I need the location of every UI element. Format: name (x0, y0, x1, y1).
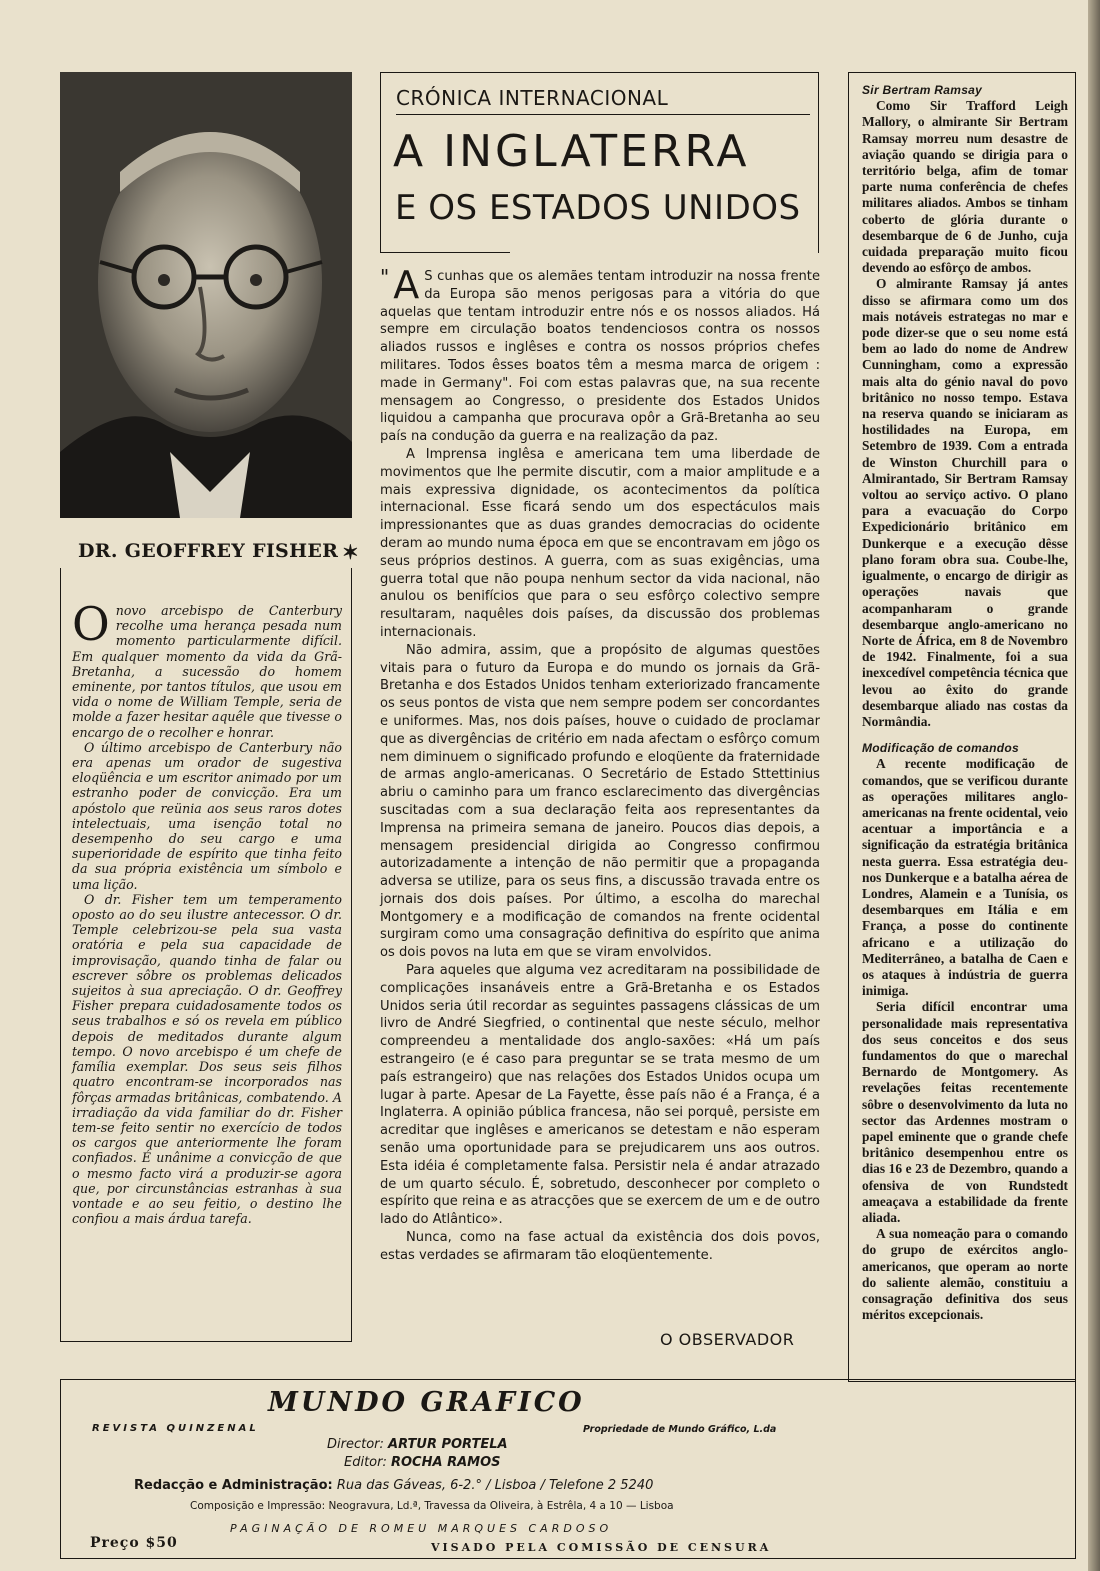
opening-quote: " (380, 265, 390, 289)
section-kicker: CRÓNICA INTERNACIONAL (396, 86, 669, 110)
right-paragraph: Seria difícil encontrar uma personalidade mais representativa dos seus conceitos e dos seus fundamentos do que o marechal Bernardo de Montgomery. As revelações feitas recentemente sôbre o desenvolvimento da luta no sector das Ardennes mostram o papel eminente que o grande chefe britânico desempenhou entre os dias 16 e 23 de Dezembro, quando a ofensiva de von Rundstedt ameaçava a estabilidade da frente aliada. (862, 999, 1068, 1226)
right-column (862, 82, 1068, 1323)
main-article (380, 263, 820, 1265)
article-paragraph: Não admira, assim, que a propósito de algumas questões vitais para o futuro da Europa e do mundo os jornais da Grã-Bretanha e dos Estados Unidos tenham exteriorizado francamente os seus pontos de vista que nem sempre podem ser concordantes e uniformes. Mas, nos dois países, houve o cuidado de proclamar que as divergências de critério em nada afectam o esfôrço comum nem diminuem o significado profundo e eloqüente da fraternidade de armas anglo-americanas. O Secretário de Estado Sttettinius abriu o caminho para um franco esclarecimento das divergências suscitadas com a sua declaração feita aos representantes da Imprensa na primeira semana de janeiro. Poucos dias depois, a mensagem presidencial dirigida ao Congresso confirmou autorizadamente a intenção de não permitir que a propaganda adversa se utilize, para os seus fins, a discussão travada entre os jornais dos dois países. Por último, a escolha do marechal Montgomery e a modificação de comandos na frente ocidental surgiram como uma consagração definitiva do espírito que anima os dois povos na luta em que se viram envolvidos. (380, 642, 820, 961)
left-paragraph: O dr. Fisher tem um temperamento oposto ao do seu ilustre antecessor. O dr. Temple celebrizou-se pela sua vasta oratória e pela sua capacidade de improvisação, quando tinha de falar ou escrever sôbre os problemas delicados sujeitos à sua apreciação. O dr. Geoffrey Fisher prepara cuidadosamente todos os seus trabalhos e só os revela em público depois de meditados durante algum tempo. O novo arcebispo é um chefe de família exemplar. Dos seus seis filhos quatro encontram-se incorporados nas fôrças armadas britânicas, combatendo. A irradiação da vida familiar do dr. Fisher tem-se feito sentir no exercício de todos os cargos que anteriormente lhe foram confiados. É unânime a convicção de que o mesmo facto virá a produzir-se agora que, por circunstâncias estranhas à sua vontade e ao seu feitio, o destino lhe confiou a mais árdua tarefa. (72, 891, 342, 1227)
headline-line-2: E OS ESTADOS UNIDOS (395, 188, 801, 228)
left-paragraph: Onovo arcebispo de Canterbury recolhe uma herança pesada num momento particularmente difícil. Em qualquer momento da vida da Grã-Bretanha, a sucessão do homem eminente, por tantos títulos, que usou em vida o nome de William Temple, seria de molde a fazer hesitar aquêle que tivesse o encargo de o recolher e honrar. (72, 597, 342, 740)
masthead-printer: Composição e Impressão: Neogravura, Ld.ª, Travessa da Oliveira, à Estrêla, 4 a 10 — Lisboa (190, 1500, 674, 1512)
article-paragraph: " A S cunhas que os alemães tentam introduzir na nossa frente da Europa são menos perigosas para a vitória do que aquelas que tentam introduzir entre nós e os nossos aliados. Há sempre em circulação boatos tendenciosos contra os nossos aliados russos e inglêses e contra os nossos próprios chefes militares. Todos êsses boatos têm a mesma marca de origem : made in Germany". Foi com estas palavras que, na sua recente mensagem ao Congresso, o presidente dos Estados Unidos liquidou a campanha que procurava opôr a Grã-Bretanha ao seu país na condução da guerra e na realização da paz. (380, 263, 820, 445)
editor-name: ROCHA RAMOS (391, 1455, 501, 1470)
portrait-photo (60, 72, 352, 518)
left-dropcap: O (72, 597, 110, 651)
masthead-address: Redacção e Administração: Rua das Gáveas, 6-2.° / Lisboa / Telefone 2 5240 (134, 1478, 654, 1493)
photo-caption (78, 540, 368, 562)
article-dropcap: A (393, 263, 420, 307)
masthead-subtitle: REVISTA QUINZENAL (92, 1423, 259, 1434)
masthead-ownership: Propriedade de Mundo Gráfico, L.da (583, 1424, 777, 1435)
article-signature: O OBSERVADOR (660, 1330, 795, 1349)
article-paragraph: Nunca, como na fase actual da existência dos dois povos, estas verdades se afirmaram tão eloqüentemente. (380, 1230, 820, 1263)
kicker-divider (396, 114, 810, 115)
masthead-director: Director: ARTUR PORTELA (327, 1437, 508, 1452)
right-paragraph: A recente modificação de comandos, que se verificou durante as operações militares anglo-americanas na frente ocidental, veio acentuar a importância e a significação da estratégia britânica nesta guerra. Essa estratégia deu-nos Dunkerque e a batalha aérea de Londres, Alamein e a Tunísia, os desembarques em Itália e em França, a posse do continente africano e a utilização do Mediterrâneo, a batalha de Caen e os ataques à indústria de guerra inimiga. (862, 756, 1068, 999)
right-heading-ramsay: Sir Bertram Ramsay (862, 83, 983, 97)
left-paragraph: O último arcebispo de Canterbury não era apenas um orador de sugestiva eloqüência e um escritor animado por um estranho poder de convicção. Era um apóstolo que reünia aos seus raros dotes intelectuais, uma isenção total no desempenho do seu cargo e uma superioridade de espírito que tinha feito da sua própria existência um símbolo e uma lição. (72, 739, 342, 892)
masthead-pagination: PAGINAÇÃO DE ROMEU MARQUES CARDOSO (230, 1522, 613, 1535)
article-paragraph: A Imprensa inglêsa e americana tem uma liberdade de movimentos que lhe permite discutir, com a maior amplitude e a mais expressiva dignidade, os acontecimentos da política internacional. Esse ficará sendo um dos espectáculos mais impressionantes que as duas grandes democracias do ocidente deram ao mundo numa época em que se encontravam em jôgo os seus próprios destinos. A guerra, com as suas exigências, uma guerra total que não poupa nenhum sector da vida nacional, não anulou os benifícios que para o seu esfôrço colectivo sempre resultaram, naquêles dois países, da discussão dos problemas internacionais. (380, 446, 820, 640)
masthead-title: MUNDO GRAFICO (268, 1387, 585, 1418)
censorship-note: VISADO PELA COMISSÃO DE CENSURA (431, 1541, 772, 1554)
headline-line-1: A INGLATERRA (393, 126, 750, 177)
masthead-editor: Editor: ROCHA RAMOS (344, 1455, 501, 1470)
article-paragraph: Para aqueles que alguma vez acreditaram na possibilidade de complicações insanáveis entre a Grã-Bretanha e os Estados Unidos seria útil recordar as seguintes passagens clássicas de um livro de André Siegfried, o continental que neste século, melhor compreendeu a mentalidade dos anglo-saxões: «Há um país estrangeiro (e é caso para preguntar se se trata mesmo de um país estrangeiro) que nas relações dos Estados Unidos ocupa um lugar à parte. Apesar de La Fayette, êsse país não é a França, é a Inglaterra. A opinião pública francesa, não sei porquê, persiste em acreditar que inglêses e americanos se detestam e não esperam senão uma oportunidade para se prejudicarem uns aos outros. Esta idéia é completamente falsa. Persistir nela é andar atrazado de um quarto século. É, sobretudo, desconhecer por completo o espírito que reina e as atracções que se exercem de um e de outro lado do Atlântico». (380, 963, 820, 1228)
right-paragraph: A sua nomeação para o comando do grupo de exércitos anglo-americanos, que operam ao norte do saliente alemão, constituiu a consagração definitiva dos seus méritos excepcionais. (862, 1226, 1068, 1323)
right-paragraph: O almirante Ramsay já antes disso se afirmara como um dos mais notáveis estrategas no mar e pode dizer-se que o seu nome está bem ao lado do nome de Andrew Cunningham, como a expressão mais alta do génio naval do povo britânico no nosso tempo. Estava na reserva quando se iniciaram as hostilidades na Europa, em Setembro de 1939. Com a entrada de Winston Churchill para o Almirantado, Sir Bertram Ramsay voltou ao serviço activo. O plano para a evacuação do Corpo Expedicionário britânico em Dunkerque e a execução dêsse plano foram obra sua. Coube-lhe, igualmente, o encargo de dirigir as operações navais que acompanharam o grande desembarque anglo-americano no Norte de África, em 8 de Novembro de 1942. Finalmente, foi a sua inexcedível competência técnica que levou ao êxito do grande desembarque aliado nas costas da Normândia. (862, 276, 1068, 729)
right-heading-comandos: Modificação de comandos (862, 741, 1019, 756)
masthead-price: Preço $50 (90, 1535, 178, 1551)
director-name: ARTUR PORTELA (388, 1437, 508, 1452)
page-spine (1088, 0, 1100, 1571)
caption-name: DR. GEOFFREY FISHER (78, 540, 339, 562)
star-icon: ✶ (342, 540, 360, 564)
right-paragraph: Como Sir Trafford Leigh Mallory, o almirante Sir Bertram Ramsay morreu num desastre de aviação quando se dirigia para o território belga, afim de tomar parte numa conferência de chefes militares aliados. Ambos se tinham coberto de glória durante o desembarque de 6 de Junho, cuja cuidada preparação muito ficou devendo ao esfôrço de ambos. (862, 98, 1068, 276)
left-article (72, 597, 342, 1227)
